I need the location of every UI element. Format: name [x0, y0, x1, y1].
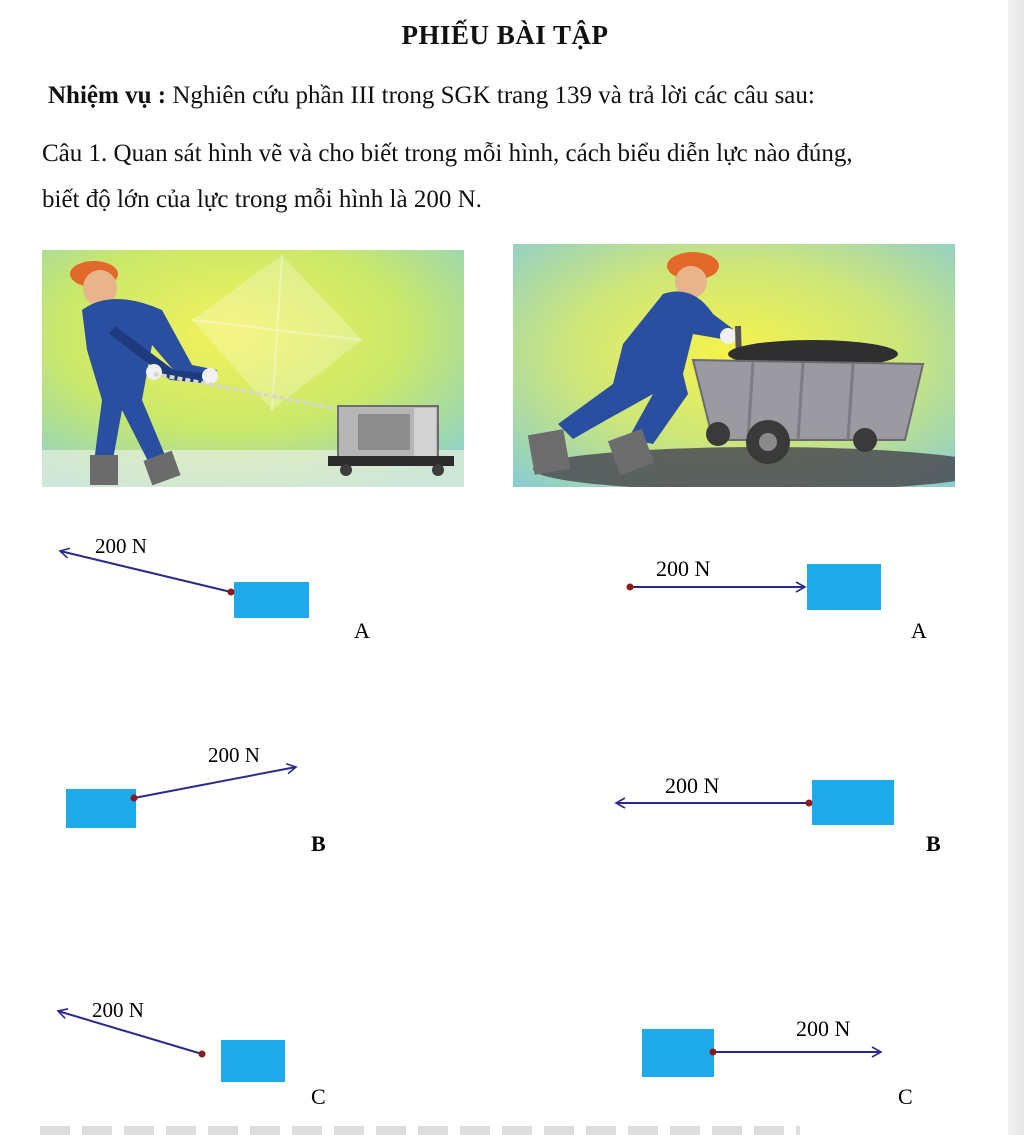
left-option-a [60, 534, 370, 643]
task-label: Nhiệm vụ : [48, 82, 167, 109]
option-letter: B [926, 831, 941, 856]
force-label: 200 N [208, 743, 260, 767]
object-box [807, 564, 881, 610]
next-line-cutoff [40, 1126, 800, 1135]
application-point [131, 795, 138, 802]
option-letter: A [354, 618, 370, 643]
left-option-c [58, 998, 326, 1109]
option-letter: B [311, 831, 326, 856]
force-label: 200 N [95, 534, 147, 558]
right-option-a [627, 556, 928, 643]
object-box [221, 1040, 285, 1082]
left-option-b [66, 743, 326, 856]
object-box [642, 1029, 714, 1077]
question1-line1: Câu 1. Quan sát hình vẽ và cho biết trong mỗi hình, cách biểu diễn lực nào đúng, [42, 140, 853, 167]
option-letter: A [911, 618, 927, 643]
right-option-b [616, 773, 941, 856]
option-letter: C [311, 1084, 326, 1109]
object-box [234, 582, 309, 618]
task-text: Nghiên cứu phần III trong SGK trang 139 và trả lời các câu sau: [166, 82, 815, 109]
application-point [627, 584, 634, 591]
application-point [806, 800, 813, 807]
page-title: PHIẾU BÀI TẬP [401, 20, 609, 50]
object-box [812, 780, 894, 825]
object-box [66, 789, 136, 828]
question1-line2: biết độ lớn của lực trong mỗi hình là 200 N. [42, 186, 482, 213]
application-point [199, 1051, 206, 1058]
application-point [228, 589, 235, 596]
force-label: 200 N [665, 773, 720, 798]
option-letter: C [898, 1084, 913, 1109]
force-arrow [134, 767, 296, 798]
force-label: 200 N [796, 1016, 851, 1041]
force-label: 200 N [92, 998, 144, 1022]
force-label: 200 N [656, 556, 711, 581]
application-point [710, 1049, 717, 1056]
right-option-c [642, 1016, 913, 1109]
